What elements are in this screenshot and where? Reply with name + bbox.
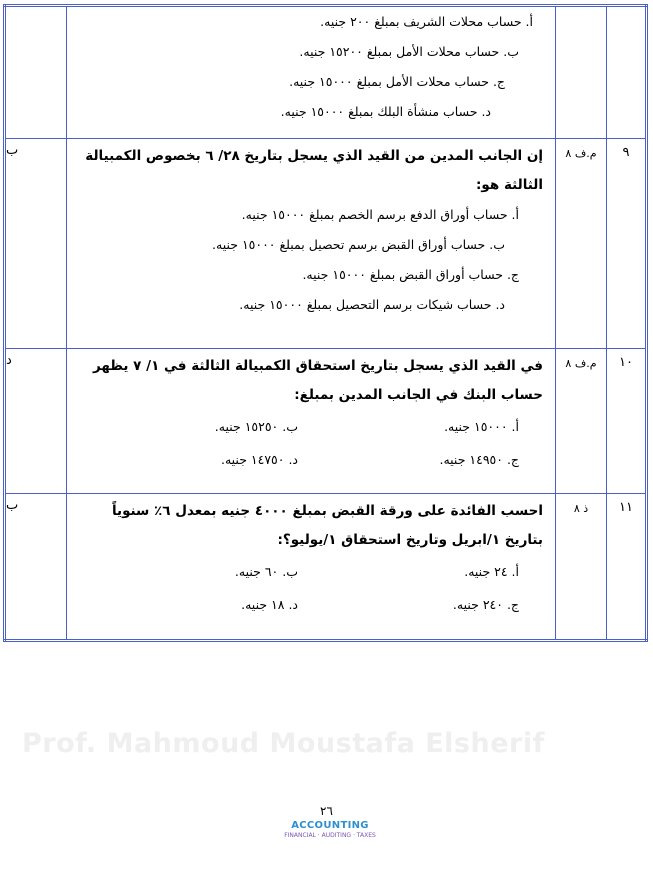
options-grid bbox=[77, 555, 543, 621]
question-body bbox=[67, 494, 556, 641]
author-watermark: Prof. Mahmoud Moustafa Elsherif bbox=[22, 728, 545, 759]
option-b: ب. حساب محلات الأمل بمبلغ ١٥٢٠٠ جنيه. bbox=[299, 44, 519, 59]
question-number: ٩ bbox=[607, 139, 647, 349]
option-c: ج. حساب أوراق القبض بمبلغ ١٥٠٠٠ جنيه. bbox=[302, 267, 519, 282]
logo-title: ACCOUNTING bbox=[291, 820, 369, 831]
question-number bbox=[607, 6, 647, 139]
answer-key: ب bbox=[5, 139, 67, 349]
option-b: ب. ١٥٢٥٠ جنيه. bbox=[214, 419, 298, 434]
option-a: أ. حساب أوراق الدفع برسم الخصم بمبلغ ١٥٠٠٠ جنيه. bbox=[241, 207, 519, 222]
option-d: د. حساب منشأة البلك بمبلغ ١٥٠٠٠ جنيه. bbox=[280, 104, 491, 119]
option-a: أ. ٢٤ جنيه. bbox=[464, 564, 519, 579]
question-body bbox=[67, 139, 556, 349]
option-d: د. حساب شيكات برسم التحصيل بمبلغ ١٥٠٠٠ جنيه. bbox=[239, 297, 505, 312]
question-body bbox=[67, 349, 556, 494]
option-a: أ. ١٥٠٠٠ جنيه. bbox=[444, 419, 519, 434]
answer-key bbox=[5, 6, 67, 139]
question-row bbox=[5, 349, 647, 494]
option-d: د. ١٨ جنيه. bbox=[241, 597, 298, 612]
option-c: ج. حساب محلات الأمل بمبلغ ١٥٠٠٠ جنيه. bbox=[289, 74, 505, 89]
question-reference bbox=[556, 6, 607, 139]
question-number: ١١ bbox=[607, 494, 647, 641]
question-row bbox=[5, 139, 647, 349]
page-number: ٢٦ bbox=[320, 804, 333, 818]
option-d: د. ١٤٧٥٠ جنيه. bbox=[220, 452, 298, 467]
question-number: ١٠ bbox=[607, 349, 647, 494]
answer-key: ب bbox=[5, 494, 67, 641]
question-row bbox=[5, 494, 647, 641]
options-grid bbox=[77, 410, 543, 476]
logo-subtitle: FINANCIAL · AUDITING · TAXES bbox=[284, 832, 376, 839]
answer-key: د bbox=[5, 349, 67, 494]
option-a: أ. حساب محلات الشريف بمبلغ ٢٠٠ جنيه. bbox=[320, 14, 533, 29]
question-stem: إن الجانب المدين من القيد الذي يسجل بتاريخ ٢٨/ ٦ بخصوص الكمبيالة الثالثة هو: bbox=[85, 148, 543, 193]
questions-table bbox=[3, 4, 648, 642]
option-c: ج. ٢٤٠ جنيه. bbox=[452, 597, 519, 612]
option-b: ب. ٦٠ جنيه. bbox=[234, 564, 298, 579]
question-reference: م.ف ٨ bbox=[556, 139, 607, 349]
option-c: ج. ١٤٩٥٠ جنيه. bbox=[439, 452, 519, 467]
option-b: ب. حساب أوراق القبض برسم تحصيل بمبلغ ١٥٠٠٠ جنيه. bbox=[212, 237, 505, 252]
question-body bbox=[67, 6, 556, 139]
question-stem: احسب الفائدة على ورقة القبض بمبلغ ٤٠٠٠ جنيه بمعدل ٦٪ سنوياً بتاريخ ١/ابريل وتاريخ استحقاق ١/يوليو؟: bbox=[111, 503, 543, 548]
question-row bbox=[5, 6, 647, 139]
question-reference: م.ف ٨ bbox=[556, 349, 607, 494]
accounting-logo bbox=[280, 820, 380, 864]
question-reference: ذ ٨ bbox=[556, 494, 607, 641]
question-stem: في القيد الذي يسجل بتاريخ استحقاق الكمبيالة الثالثة في ١/ ٧ يظهر حساب البنك في الجانب المدين بمبلغ: bbox=[92, 358, 543, 403]
